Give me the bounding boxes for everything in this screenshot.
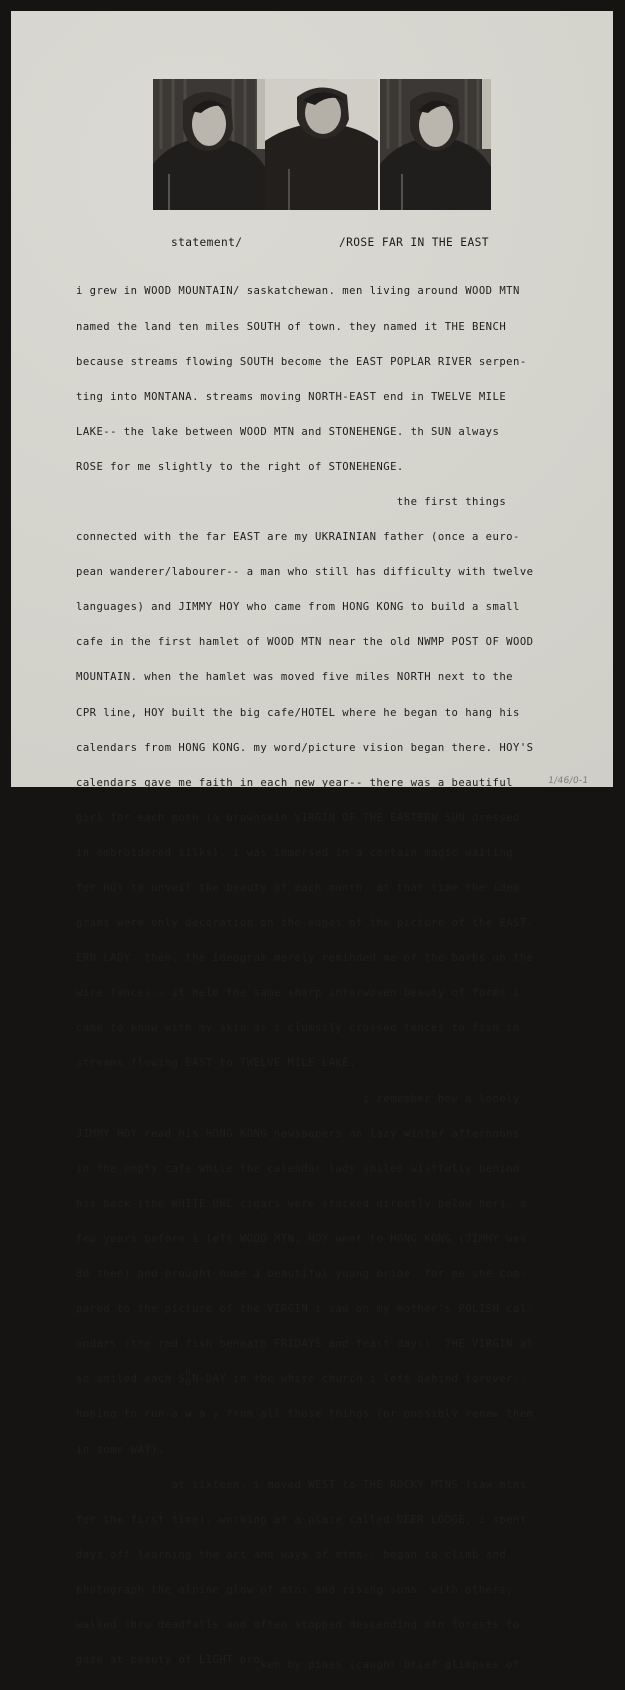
portrait-1-icon [153, 79, 265, 210]
text-line: for HOY to unveil the beauty of each month. at that time the ideo- [76, 882, 527, 894]
text-line: endars (the red fish beneath FRIDAYS and feast days). THE VIRGIN al- [76, 1338, 541, 1351]
text-line: the first things [76, 495, 507, 508]
text-line-sunday [76, 1368, 576, 1389]
text-fragment: gaze at beauty of LIGHT bro [76, 1654, 261, 1667]
text-line: languages) and JIMMY HOY who came from HONG KONG to build a small [76, 601, 520, 614]
portrait-photo-2 [265, 79, 378, 210]
text-line-away [76, 1409, 576, 1421]
text-fragment: a y from all those things (or possibly renew them [192, 1408, 534, 1421]
text-line: CPR line, HOY built the big cafe/HOTEL where he began to hang his [76, 706, 520, 719]
text-line: pean wanderer/labourer-- a man who still has difficulty with twelve [76, 566, 534, 579]
text-line: MOUNTAIN. when the hamlet was moved five miles NORTH next to the [76, 671, 513, 684]
text-line: in the empty cafe while the calendar lady smiled wistfully behind [76, 1162, 520, 1175]
overtyped-letter [185, 1368, 192, 1389]
text-line: in some WAY). [76, 1443, 165, 1456]
text-line: few years before i left WOOD MTN, HOY went to HONG KONG (JIMMY was [76, 1232, 527, 1245]
text-line: photograph the alpine glow of mtns and rising suns. with others, [76, 1583, 513, 1596]
text-line: LAKE-- the lake between WOOD MTN and STONEHENGE. th SUN always [76, 425, 500, 438]
text-line: walked thru deadfalls and often stopped descending mtn forests to [76, 1618, 520, 1631]
text-line: grams were only decoration on the edges of the picture of the EAST- [76, 917, 534, 930]
archive-number: 1/46/0-1 [547, 776, 590, 786]
portrait-photo-3 [380, 79, 491, 210]
text-line: 80 then) and brought home a beautiful young bride. for me she com- [76, 1268, 527, 1281]
text-line: for the first time). working at a place called DEER LODGE, i spent [76, 1513, 527, 1526]
text-fragment: hoping to run a [76, 1408, 186, 1421]
photo-strip [153, 79, 491, 210]
text-line: wire fences-- it held the same sharp interwoven beauty of forms i [76, 987, 520, 1000]
portrait-2-icon [265, 79, 378, 210]
overtyped-top: U [185, 1368, 192, 1379]
overstruck-letter: w [185, 1408, 193, 1421]
text-line: girl for each moth (a brownskin VIRGIN OF THE EASTERN SUN dressed [76, 811, 520, 824]
text-fragment: N-DAY in the white church i left behind forever-- [192, 1373, 527, 1386]
text-line: named the land ten miles SOUTH of town. they named it THE BENCH [76, 320, 507, 333]
text-line-last [76, 1654, 576, 1672]
text-line: days off learning the art and ways of mtns-- began to climb and [76, 1548, 507, 1561]
text-line: calendars gave me faith in each new year-- there was a beautiful [76, 776, 513, 789]
portrait-photo-1 [153, 79, 265, 210]
text-line: connected with the far EAST are my UKRAINIAN father (once a euro- [76, 531, 520, 544]
text-line: calendars from HONG KONG. my word/picture vision began there. HOY'S [76, 741, 534, 754]
text-line: ting into MONTANA. streams moving NORTH-EAST end in TWELVE MILE [76, 390, 507, 403]
overtyped-bottom: O [185, 1378, 192, 1389]
text-line: JIMMY HOY read his HONG KONG newspapers on lazy winter afternoons [76, 1127, 520, 1140]
text-line: i grew in WOOD MOUNTAIN/ saskatchewan. men living around WOOD MTN [76, 285, 520, 298]
text-fragment: so smiled each S [76, 1373, 186, 1386]
text-line: cafe in the first hamlet of WOOD MTN near the old NWMP POST OF WOOD [76, 636, 534, 649]
text-line: i remember how a lonely [76, 1092, 520, 1105]
text-line: ERN LADY. then, the ideogram merely reminded me of the barbs on the [76, 952, 534, 965]
text-line: came to know with my skin as i clumsily crossed fences to fish in [76, 1022, 520, 1035]
caption-statement: statement/ [171, 236, 243, 249]
text-line: at sixteen, i moved WEST to THE ROCKY MTNS (saw mtns [76, 1478, 527, 1491]
text-line: pared to the picture of the VIRGIN i saw on my mother's POLISH cal- [76, 1303, 534, 1316]
text-line: because streams flowing SOUTH become the EAST POPLAR RIVER serpen- [76, 355, 527, 368]
text-line: streams flowing EAST to TWELVE MILE LAKE. [76, 1057, 356, 1070]
text-line: in embroidered silks). i was immersed in a certain magic waiting [76, 846, 513, 859]
statement-body [76, 263, 576, 1690]
caption-title: /ROSE FAR IN THE EAST [339, 236, 489, 249]
portrait-3-icon [380, 79, 491, 210]
text-line: ROSE for me slightly to the right of STONEHENGE. [76, 460, 404, 473]
typewritten-page [11, 11, 613, 1672]
text-line: his back (the WHITE OWL cigars were stacked directly below her). a [76, 1197, 527, 1210]
text-fragment-lowered: ken by pines (caught brief glimpses of [260, 1659, 520, 1672]
